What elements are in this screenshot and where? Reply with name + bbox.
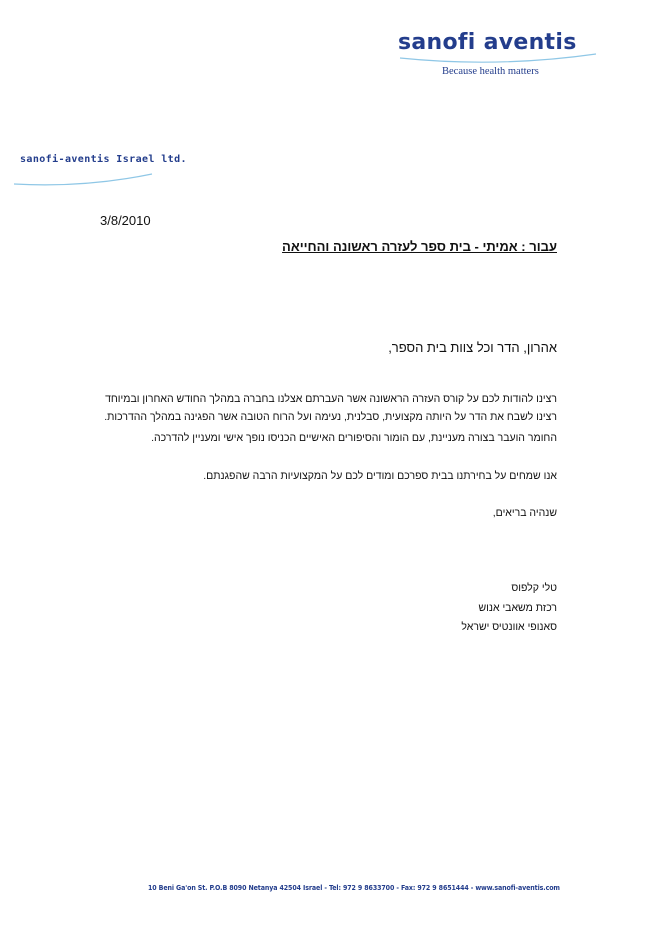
company-name: sanofi-aventis Israel ltd. xyxy=(20,154,187,165)
body-line-1: רצינו להודות לכם על קורס העזרה הראשונה אשר העברתם אצלנו בחברה במהלך החודש האחרון ובמיוחד xyxy=(105,393,557,405)
logo-tagline: Because health matters xyxy=(442,66,539,77)
letter-salutation: אהרון, הדר וכל צוות בית הספר, xyxy=(388,340,557,355)
letter-subject: עבור : אמיתי - בית ספר לעזרה ראשונה והחייאה xyxy=(282,239,557,254)
company-block xyxy=(14,154,187,190)
logo-wordmark: sanofi aventis xyxy=(398,30,577,55)
signature-role: רכזת משאבי אנוש xyxy=(478,602,557,614)
company-swoosh-icon xyxy=(14,170,154,190)
body-line-4: אנו שמחים על בחירתנו בבית ספרכם ומודים לכם על המקצועיות הרבה שהפגנתם. xyxy=(203,470,557,482)
footer-contact: 10 Beni Ga'on St. P.O.B 8090 Netanya 42504 Israel - Tel: 972 9 8633700 - Fax: 972 9 8651444 - www.sanofi-aventis.com xyxy=(148,884,560,892)
signature-name: טלי קלפוס xyxy=(511,582,557,594)
signature-company: סאנופי אוונטיס ישראל xyxy=(461,621,557,633)
body-line-2: רצינו לשבח את הדר על היותה מקצועית, סבלנית, נעימה ועל הרוח הטובה אשר הפגינה במהלך ההדרכות. xyxy=(104,411,557,423)
sanofi-aventis-logo xyxy=(398,30,598,80)
body-line-3: החומר הועבר בצורה מעניינת, עם הומור והסיפורים האישיים הכניסו נופך אישי ומעניין להדרכה. xyxy=(151,432,557,444)
letter-date: 3/8/2010 xyxy=(100,213,151,228)
letter-closing: שנהיה בריאים, xyxy=(492,507,557,519)
